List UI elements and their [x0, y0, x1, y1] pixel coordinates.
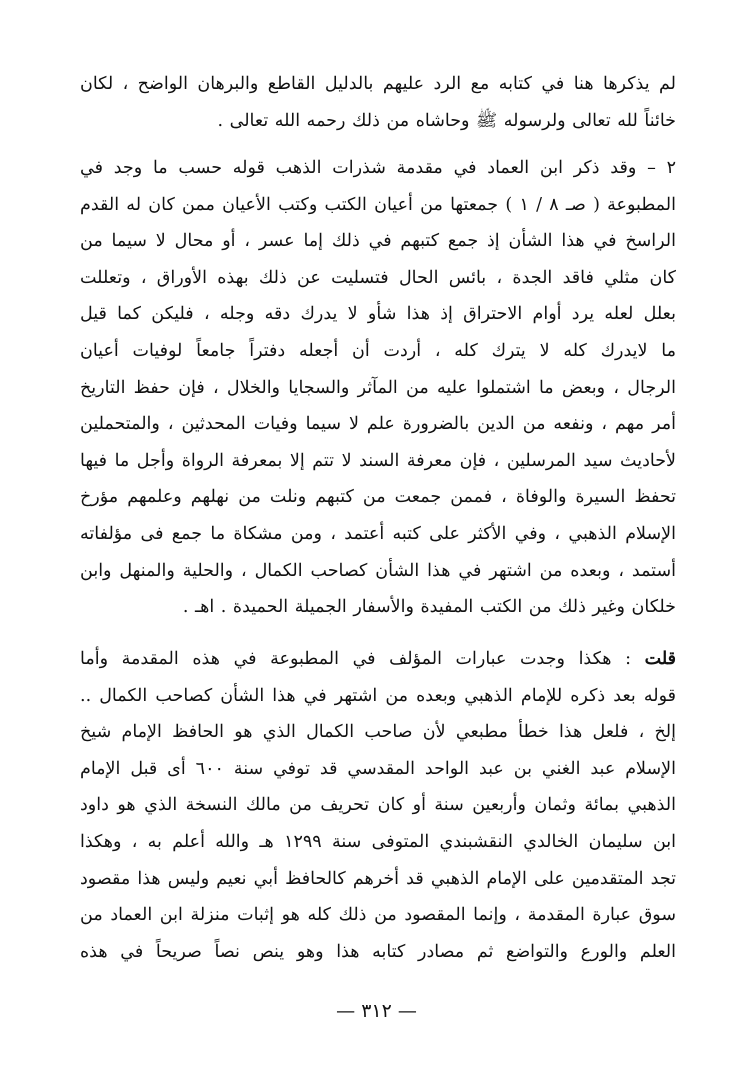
text-line: تحفظ السيرة والوفاة ، فممن جمعت من كتبهم ونلت من نهلهم وعلمهم مؤرخ	[80, 487, 676, 508]
text-line: الرجال ، وبعض ما اشتملوا عليه من المآثر والسجايا والخلال ، فإن حفظ التاريخ	[80, 377, 676, 398]
text-line: الذهبي بمائة وثمان وأربعين سنة أو كان تحريف من مالك النسخة الذي هو داود	[80, 795, 676, 816]
page-number: — ٣١٢ —	[336, 1000, 417, 1022]
text-line: العلم والورع والتواضع ثم مصادر كتابه هذا وهو ينص نصاً صريحاً في هذه	[80, 941, 676, 962]
text-line: الراسخ في هذا الشأن إذ جمع كتبهم في ذلك إما عسر ، أو محال لا سيما من	[80, 231, 676, 252]
text-line: أستمد ، وبعده من اشتهر في هذا الشأن كصاحب الكمال ، والحلية والمنهل وابن	[80, 560, 676, 581]
paragraph-2	[80, 150, 676, 626]
text-line: خائناً لله تعالى ولرسوله ﷺ وحاشاه من ذلك رحمه الله تعالى .	[217, 110, 676, 131]
text-line: ابن سليمان الخالدي النقشبندي المتوفى سنة ١٢٩٩ هـ والله أعلم به ، وهكذا	[80, 831, 676, 852]
text-line: الإسلام الذهبي ، وفي الأكثر على كتبه أعتمد ، ومن مشكاة ما جمع فى مؤلفاته	[80, 523, 676, 544]
text-line: تجد المتقدمين على الإمام الذهبي قد أخرهم كالحافظ أبي نعيم وليس هذا مقصود	[80, 868, 676, 889]
text-line: المطبوعة ( صـ ٨ / ١ ) جمعتها من أعيان الكتب وكتب الأعيان ممن كان له القدم	[80, 194, 676, 215]
text-line: بعلل لعله يرد أوام الاحتراق إذ هذا شأو لا يدرك دقه وجله ، فليكن كما قيل	[80, 304, 676, 325]
text-line: لأحاديث سيد المرسلين ، فإن معرفة السند لا تتم إلا بمعرفة الرواة وأجل ما فيها	[80, 450, 676, 471]
text-line: ٢ – وقد ذكر ابن العماد في مقدمة شذرات الذهب قوله حسب ما وجد في	[80, 158, 676, 178]
text-line: الإسلام عبد الغني بن عبد الواحد المقدسي قد توفي سنة ٦٠٠ أى قبل الإمام	[80, 758, 676, 779]
text-line	[80, 641, 676, 678]
text-line: ما لايدرك كله لا يترك كله ، أردت أن أجعله دفتراً جامعاً لوفيات أعيان	[80, 340, 676, 361]
text-line-rest: : هكذا وجدت عبارات المؤلف في المطبوعة في هذه المقدمة وأما	[80, 649, 645, 669]
text-line: خلكان وغير ذلك من الكتب المفيدة والأسفار الجميلة الحميدة . اهـ .	[182, 597, 676, 618]
text-line: سوق عبارة المقدمة ، وإنما المقصود من ذلك كله هو إثبات منزلة ابن العماد من	[80, 905, 676, 926]
lead-word: قلت	[644, 649, 676, 669]
text-line: قوله بعد ذكره للإمام الذهبي وبعده من اشتهر في هذا الشأن كصاحب الكمال ..	[80, 685, 676, 706]
text-line: كان مثلي فاقد الجدة ، بائس الحال فتسليت عن ذلك بهذه الأوراق ، وتعللت	[80, 267, 676, 288]
text-line: إلخ ، فلعل هذا خطأ مطبعي لأن صاحب الكمال الذي هو الحافظ الإمام شيخ	[80, 722, 676, 743]
text-line: أمر مهم ، ونفعه من الدين بالضرورة علم لا سيما وفيات المحدثين ، والمتحملين	[80, 414, 676, 435]
text-line: لم يذكرها هنا في كتابه مع الرد عليهم بالدليل القاطع والبرهان الواضح ، لكان	[80, 74, 676, 94]
paragraph-1	[80, 66, 676, 139]
paragraph-3	[80, 641, 676, 970]
